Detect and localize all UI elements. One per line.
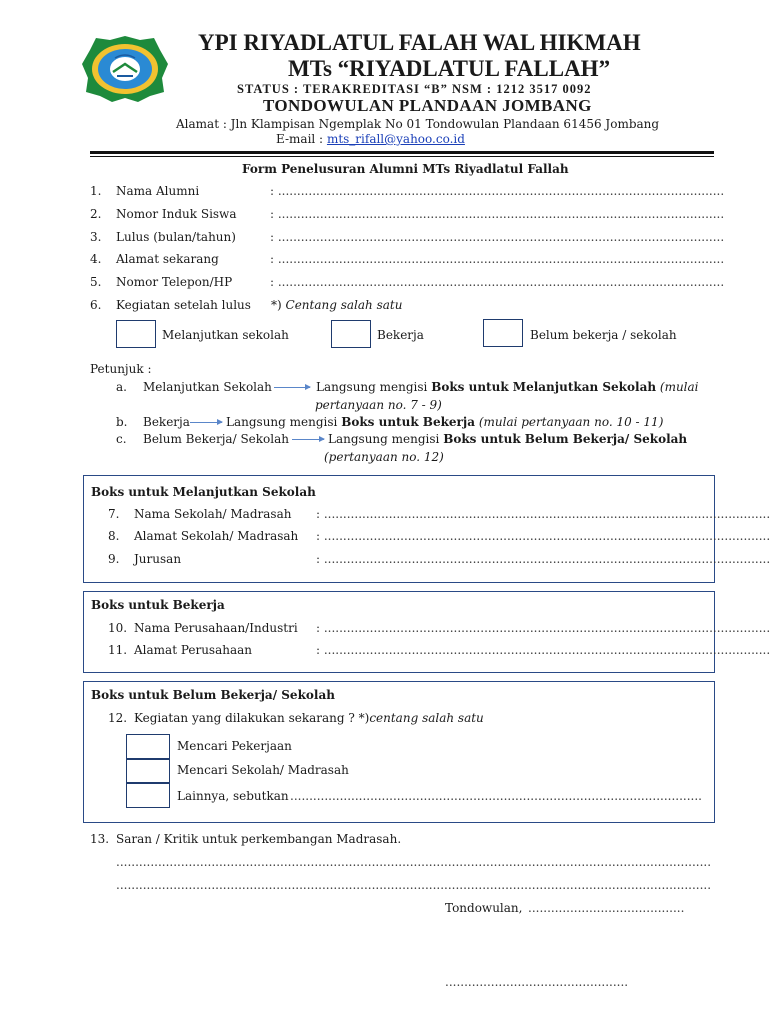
instruction-letter: c. xyxy=(116,432,127,446)
note-text: Centang salah satu xyxy=(285,298,403,312)
question-label-kegiatan-sekarang xyxy=(134,711,484,725)
instruction-range-cont: pertanyaan no. 7 - 9) xyxy=(315,398,442,412)
option-label-belum-bekerja: Belum bekerja / sekolah xyxy=(530,328,677,342)
option-label-mencari-pekerjaan: Mencari Pekerjaan xyxy=(177,739,292,753)
box-title: Boks untuk Belum Bekerja/ Sekolah xyxy=(91,688,335,702)
option-label-lainnya: Lainnya, sebutkan xyxy=(177,789,289,803)
field-number: 5. xyxy=(90,275,102,289)
question-label-kegiatan: Kegiatan setelah lulus xyxy=(116,298,251,312)
field-number: 3. xyxy=(90,230,102,244)
checkbox-belum-bekerja[interactable] xyxy=(483,319,523,347)
school-foundation-name: YPI RIYADLATUL FALAH WAL HIKMAH xyxy=(198,30,641,55)
header-rule-thin xyxy=(90,156,714,157)
instruction-target: Boks untuk Belum Bekerja/ Sekolah xyxy=(443,432,688,446)
field-input-saran-line2[interactable]: ............................................................................................................................................................ xyxy=(116,878,712,892)
question-number: 8. xyxy=(108,529,120,543)
instruction-letter: b. xyxy=(116,415,128,429)
signature-name-input[interactable]: ................................................ xyxy=(445,975,629,989)
instruction-range: (mulai pertanyaan no. 10 - 11) xyxy=(478,415,664,429)
school-logo xyxy=(80,34,170,104)
question-number: 11. xyxy=(108,643,128,657)
question-label-jurusan: Jurusan xyxy=(134,552,182,566)
checkbox-lainnya[interactable] xyxy=(126,782,170,808)
form-title: Form Penelusuran Alumni MTs Riyadlatul Fallah xyxy=(242,162,569,176)
field-input-nis[interactable]: : ..................................................................................................................... xyxy=(270,207,725,221)
signature-place: Tondowulan, xyxy=(445,901,523,915)
field-input-nama-alumni[interactable]: : ..................................................................................................................... xyxy=(270,184,725,198)
field-label-telepon: Nomor Telepon/HP xyxy=(116,275,233,289)
instruction-label-b: Bekerja xyxy=(143,415,190,429)
instruction-verb: Langsung mengisi xyxy=(316,380,428,394)
instruction-target: Boks untuk Melanjutkan Sekolah xyxy=(431,380,657,394)
instruction-verb: Langsung mengisi xyxy=(226,415,338,429)
box-title: Boks untuk Melanjutkan Sekolah xyxy=(91,485,316,499)
instruction-text-c xyxy=(328,432,687,446)
field-number: 1. xyxy=(90,184,102,198)
instruction-range: (mulai xyxy=(659,380,699,394)
instructions-title: Petunjuk : xyxy=(90,362,152,376)
checkbox-melanjutkan-sekolah[interactable] xyxy=(116,320,156,348)
accreditation-status: STATUS : TERAKREDITASI “B” NSM : 1212 3517 0092 xyxy=(237,82,592,96)
option-label-mencari-sekolah: Mencari Sekolah/ Madrasah xyxy=(177,763,349,777)
field-input-alamat-perusahaan[interactable]: : ..................................................................................................................... xyxy=(316,643,770,657)
field-input-nama-sekolah[interactable]: : ..................................................................................................................... xyxy=(316,507,770,521)
arrow-right-icon xyxy=(274,387,310,388)
question-note xyxy=(271,298,402,312)
instruction-verb: Langsung mengisi xyxy=(328,432,440,446)
question-number: 10. xyxy=(108,621,128,635)
field-input-alamat-sekolah[interactable]: : ..................................................................................................................... xyxy=(316,529,770,543)
instruction-text-b xyxy=(226,415,663,429)
field-input-jurusan[interactable]: : ..................................................................................................................... xyxy=(316,552,770,566)
question-number: 13. xyxy=(90,832,110,846)
header-rule-thick xyxy=(90,151,714,154)
question-label-saran: Saran / Kritik untuk perkembangan Madrasah. xyxy=(116,832,402,846)
instruction-label-c: Belum Bekerja/ Sekolah xyxy=(143,432,289,446)
field-input-nama-perusahaan[interactable]: : ..................................................................................................................... xyxy=(316,621,770,635)
question-number: 12. xyxy=(108,711,128,725)
question-label-alamat-sekolah: Alamat Sekolah/ Madrasah xyxy=(134,529,299,543)
signature-date-input[interactable]: ......................................... xyxy=(528,901,685,915)
checkbox-mencari-pekerjaan[interactable] xyxy=(126,734,170,760)
school-name: MTs “RIYADLATUL FALLAH” xyxy=(288,56,611,81)
question-label-nama-perusahaan: Nama Perusahaan/Industri xyxy=(134,621,298,635)
school-address: Alamat : Jln Klampisan Ngemplak No 01 Tondowulan Plandaan 61456 Jombang xyxy=(176,117,660,131)
arrow-right-icon xyxy=(292,439,324,440)
field-input-telepon[interactable]: : ..................................................................................................................... xyxy=(270,275,725,289)
field-number: 4. xyxy=(90,252,102,266)
instruction-label-a: Melanjutkan Sekolah xyxy=(143,380,272,394)
email-link[interactable]: mts_rifall@yahoo.co.id xyxy=(326,132,465,146)
question-text: Kegiatan yang dilakukan sekarang ? *) xyxy=(134,711,370,725)
question-label-nama-sekolah: Nama Sekolah/ Madrasah xyxy=(134,507,292,521)
email-label: E-mail : xyxy=(276,132,324,146)
school-location: TONDOWULAN PLANDAAN JOMBANG xyxy=(263,96,592,115)
field-input-lulus[interactable]: : ..................................................................................................................... xyxy=(270,230,725,244)
field-number: 2. xyxy=(90,207,102,221)
field-input-lainnya[interactable]: ............................................................................................................ xyxy=(290,789,702,803)
question-label-alamat-perusahaan: Alamat Perusahaan xyxy=(134,643,253,657)
instruction-letter: a. xyxy=(116,380,127,394)
checkbox-bekerja[interactable] xyxy=(331,320,371,348)
checkbox-mencari-sekolah[interactable] xyxy=(126,758,170,784)
field-input-alamat[interactable]: : ..................................................................................................................... xyxy=(270,252,725,266)
question-note: centang salah satu xyxy=(369,711,484,725)
question-number: 6. xyxy=(90,298,102,312)
field-label-lulus: Lulus (bulan/tahun) xyxy=(116,230,236,244)
option-label-melanjutkan-sekolah: Melanjutkan sekolah xyxy=(162,328,289,342)
box-title: Boks untuk Bekerja xyxy=(91,598,225,612)
instruction-target: Boks untuk Bekerja xyxy=(341,415,475,429)
note-marker: *) xyxy=(271,298,282,312)
field-label-alamat: Alamat sekarang xyxy=(116,252,219,266)
field-label-nama-alumni: Nama Alumni xyxy=(116,184,200,198)
arrow-right-icon xyxy=(190,422,222,423)
field-input-saran-line1[interactable]: ............................................................................................................................................................ xyxy=(116,855,712,869)
instruction-range: (pertanyaan no. 12) xyxy=(324,450,444,464)
option-label-bekerja: Bekerja xyxy=(377,328,424,342)
instruction-text-a xyxy=(316,380,699,394)
school-email xyxy=(276,132,465,146)
question-number: 7. xyxy=(108,507,120,521)
question-number: 9. xyxy=(108,552,120,566)
field-label-nis: Nomor Induk Siswa xyxy=(116,207,237,221)
